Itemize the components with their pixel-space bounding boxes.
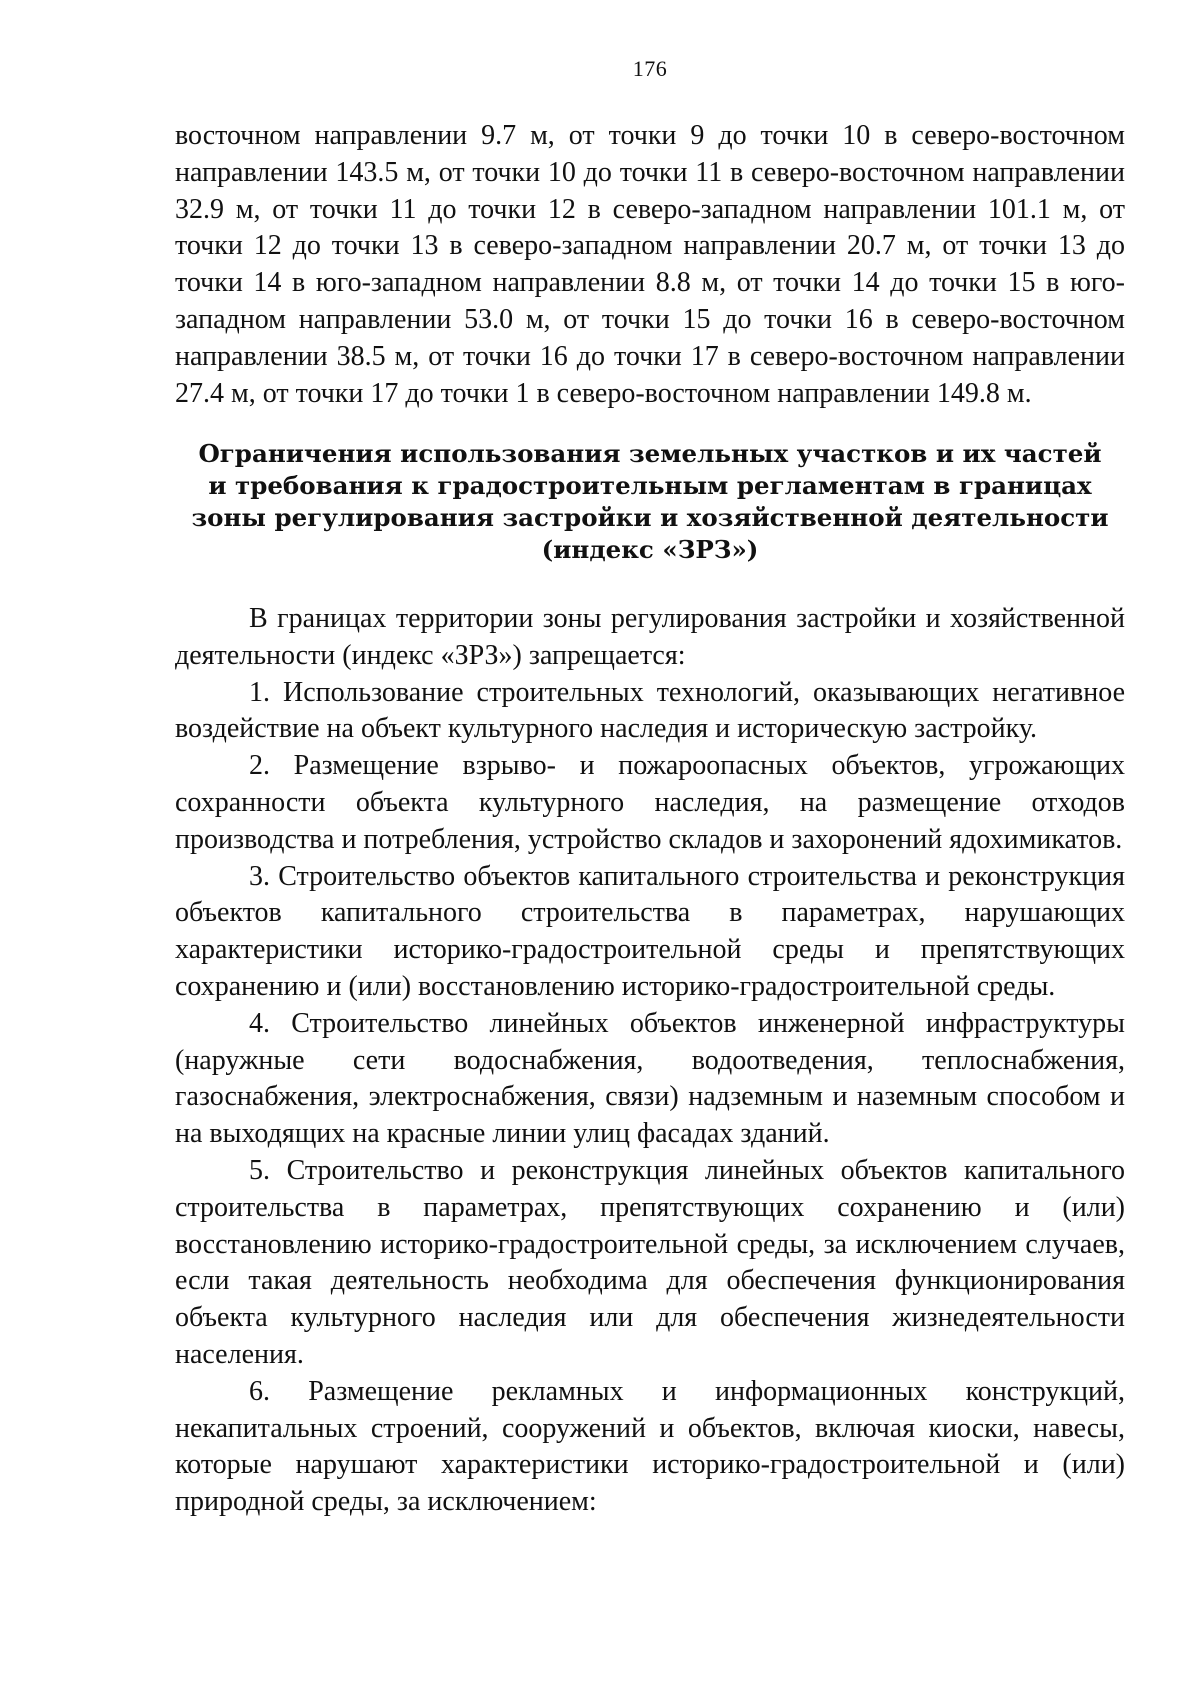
- restrictions-section: [175, 601, 1125, 1521]
- list-item: 6. Размещение рекламных и информационных конструкций, некапитальных строений, сооружений и объектов, включая киоски, навесы, которые нарушают характеристики историко-градостроительной и (или) природной среды, за исключением:: [175, 1375, 1125, 1518]
- heading-line: зоны регулирования застройки и хозяйственной деятельности: [191, 503, 1109, 532]
- list-item: 1. Использование строительных технологий, оказывающих негативное воздействие на объект культурного наследия и историческую застройку.: [175, 676, 1125, 745]
- section-heading: [175, 438, 1125, 566]
- list-item: 3. Строительство объектов капитального строительства и реконструкция объектов капитального строительства в параметрах, нарушающих характеристики историко-градостроительной среды и препятствующих сохранению и (или) восстановлению историко-градостроительной среды.: [175, 860, 1125, 1002]
- list-item: 2. Размещение взрыво- и пожароопасных объектов, угрожающих сохранности объекта культурного наследия, на размещение отходов производства и потребления, устройство складов и захоронений ядохимикатов.: [175, 750, 1125, 855]
- page-number: 176: [632, 56, 668, 81]
- list-item: 4. Строительство линейных объектов инженерной инфраструктуры (наружные сети водоснабжения, водоотведения, теплоснабжения, газоснабжения, электроснабжения, связи) надземным и наземным способом и на выходящих на красные линии улиц фасадах зданий.: [175, 1007, 1125, 1150]
- heading-line: и требования к градостроительным регламентам в границах: [208, 471, 1092, 500]
- opening-paragraph: восточном направлении 9.7 м, от точки 9 до точки 10 в северо-восточном направлении 143.5 м, от точки 10 до точки 11 в северо-восточном направлении 32.9 м, от точки 11 до точки 12 в северо-западном направлении 101.1 м, от точки 12 до точки 13 в северо-западном направлении 20.7 м, от точки 13 до точки 14 в юго-западном направлении 8.8 м, от точки 14 до точки 15 в юго-западном направлении 53.0 м, от точки 15 до точки 16 в северо-восточном направлении 38.5 м, от точки 16 до точки 17 в северо-восточном направлении 27.4 м, от точки 17 до точки 1 в северо-восточном направлении 149.8 м.: [175, 120, 1125, 409]
- list-item: 5. Строительство и реконструкция линейных объектов капитального строительства в параметрах, препятствующих сохранению и (или) восстановлению историко-градостроительной среды, за исключением случаев, если такая деятельность необходима для обеспечения функционирования объекта культурного наследия или для обеспечения жизнедеятельности населения.: [175, 1154, 1125, 1370]
- heading-line: (индекс «ЗРЗ»): [541, 535, 759, 564]
- heading-line: Ограничения использования земельных участков и их частей: [198, 439, 1102, 468]
- intro-paragraph: В границах территории зоны регулирования застройки и хозяйственной деятельности (индекс «ЗРЗ») запрещается:: [175, 603, 1125, 671]
